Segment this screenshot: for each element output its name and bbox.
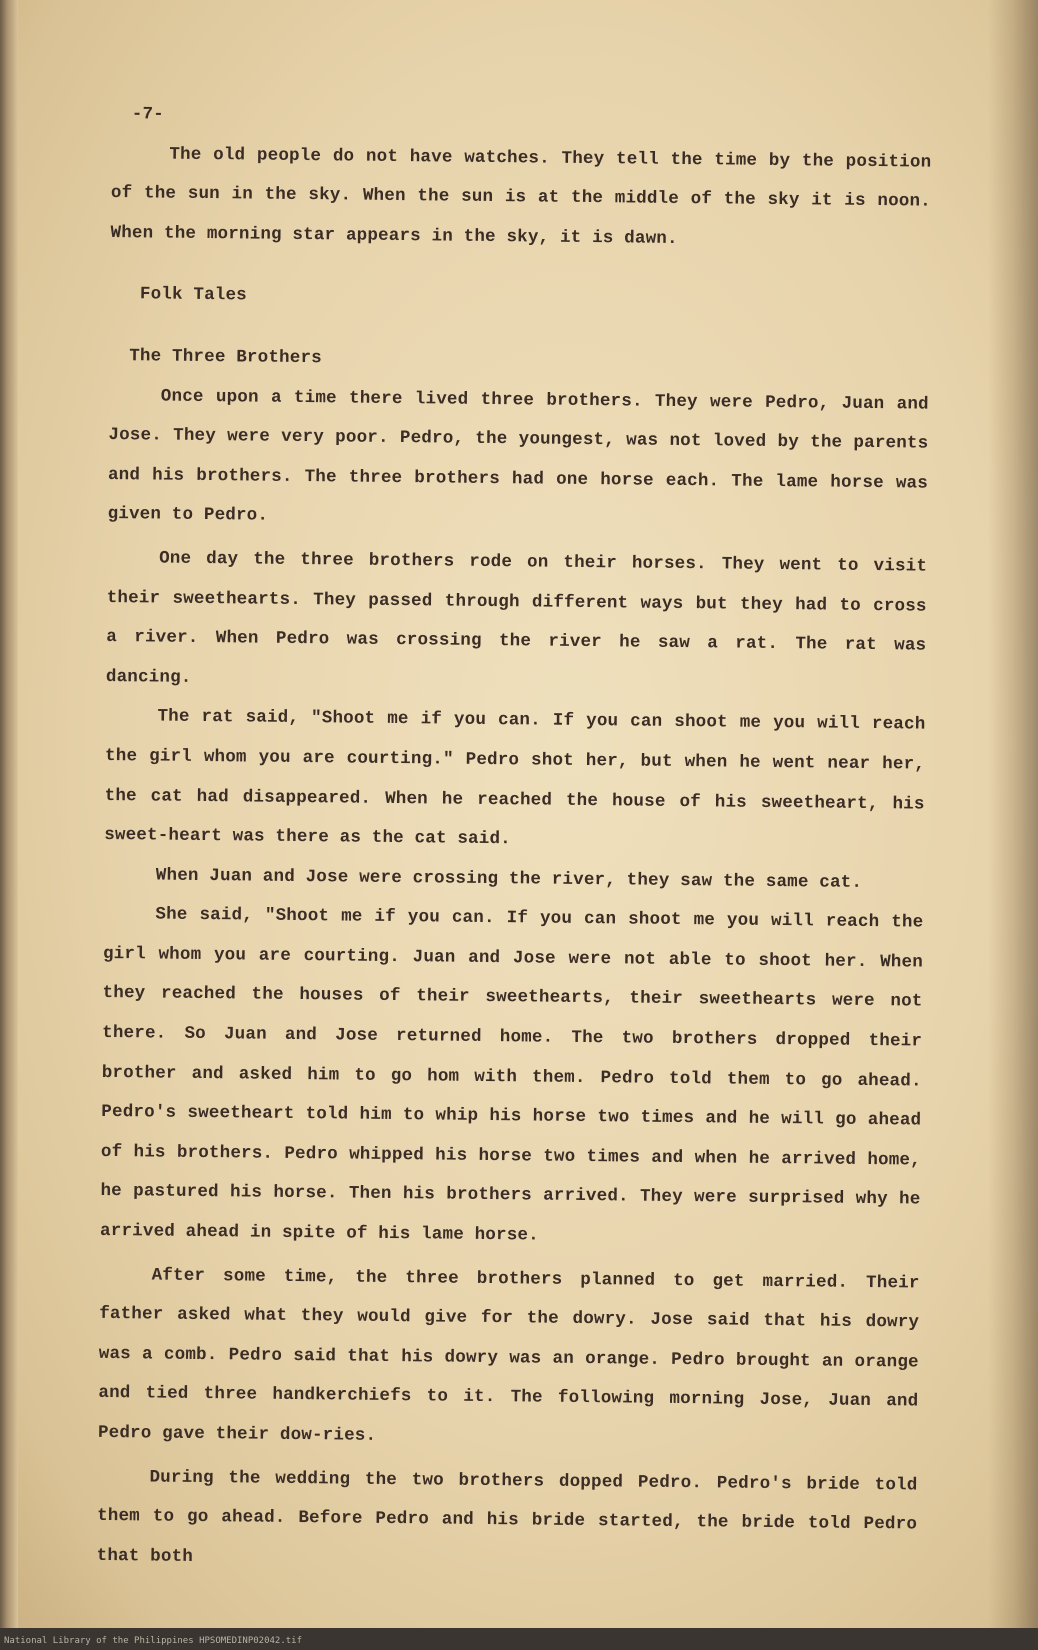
scan-footer-label: National Library of the Philippines HPSOMEDINP02042.tif xyxy=(4,1636,303,1646)
story-paragraph: When Juan and Jose were crossing the river, they saw the same cat. xyxy=(155,865,863,893)
story-paragraph: She said, "Shoot me if you can. If you can shoot me you will reach the girl whom you are courting. Juan and Jose were not able to shoot her. When they reached the houses of their sweethearts, their sweethearts were not there. So Juan and Jose returned home. The two brothers dropped their brother and asked him to go hom with them. Pedro told them to go ahead. Pedro's sweetheart told him to whip his horse two times and he will go ahead of his brothers. Pedro whipped his horse two times and when he arrived home, he pastured his horse. Then his brothers arrived. They were surprised why he arrived ahead in spite of his lame horse. xyxy=(99,904,924,1246)
story-paragraph: Once upon a time there lived three brothers. They were Pedro, Juan and Jose. They were very poor. Pedro, the youngest, was not loved by the parents and his brothers. The three brothers had one horse each. The lame horse was given to Pedro. xyxy=(107,386,929,527)
paragraph-timekeeping: The old people do not have watches. They tell the time by the position of the sun in the sky. When the sun is at the middle of the sky it is noon. When the morning star appears in the sky, it is dawn. xyxy=(110,144,932,249)
typed-text-body xyxy=(96,95,931,1585)
page-number: -7- xyxy=(131,104,165,125)
page-left-edge xyxy=(0,0,18,1650)
story-paragraph: During the wedding the two brothers dopped Pedro. Pedro's bride told them to go ahead. Before Pedro and his bride started, the bride told Pedro that both xyxy=(96,1467,918,1567)
page-right-edge xyxy=(988,0,1038,1650)
story-paragraph: After some time, the three brothers planned to get married. Their father asked what they would give for the dowry. Jose said that his dowry was a comb. Pedro said that his dowry was an orange. Pedro brought an orange and tied three handkerchiefs to it. The following morning Jose, Juan and Pedro gave their dow-ries. xyxy=(97,1265,920,1446)
story-title: The Three Brothers xyxy=(129,346,323,369)
scan-footer-strip xyxy=(0,1628,1038,1650)
section-title: Folk Tales xyxy=(139,284,248,306)
story-paragraph: The rat said, "Shoot me if you can. If you can shoot me you will reach the girl whom you are courting." Pedro shot her, but when he went near her, the cat had disappeared. When he reached the house of his sweetheart, his sweet-heart was there as the cat said. xyxy=(104,706,926,850)
story-paragraph: One day the three brothers rode on their horses. They went to visit their sweethearts. They passed through different ways but they had to cross a river. When Pedro was crossing the river he saw a rat. The rat was dancing. xyxy=(105,548,928,688)
